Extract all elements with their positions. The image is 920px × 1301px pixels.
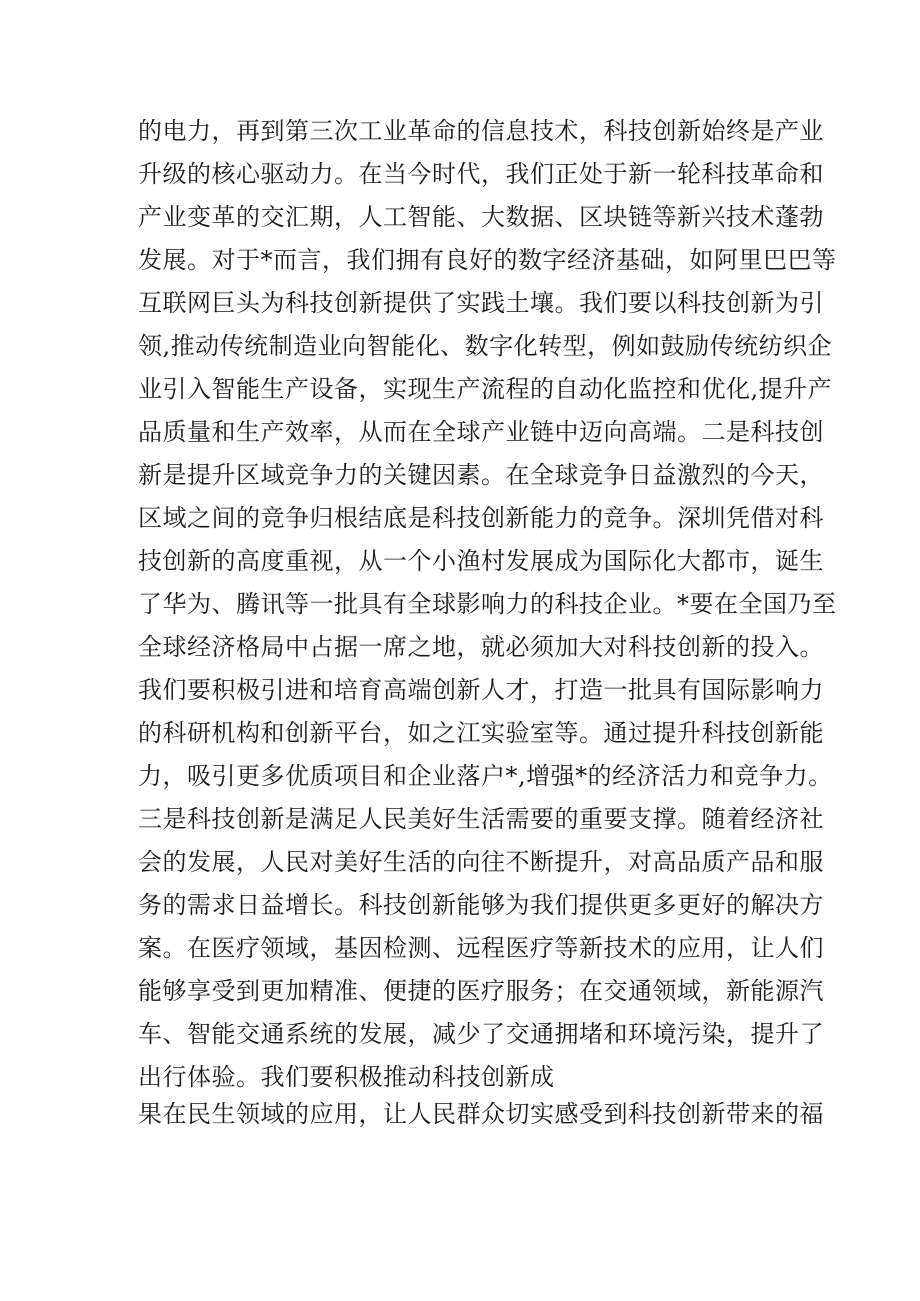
text-line: 领,推动传统制造业向智能化、数字化转型，例如鼓励传统纺织企 bbox=[138, 332, 833, 360]
text-line: 的电力，再到第三次工业革命的信息技术，科技创新始终是产业 bbox=[138, 117, 824, 145]
text-line: 车、智能交通系统的发展，减少了交通拥堵和环境污染，提升了 bbox=[138, 1020, 824, 1048]
text-line: 务的需求日益增长。科技创新能够为我们提供更多更好的解决方 bbox=[138, 891, 824, 919]
text-line: 区域之间的竞争归根结底是科技创新能力的竞争。深圳凭借对科 bbox=[138, 504, 824, 532]
text-line: 新是提升区域竞争力的关键因素。在全球竞争日益激烈的今天， bbox=[138, 461, 824, 489]
text-line: 全球经济格局中占据一席之地，就必须加大对科技创新的投入。 bbox=[138, 633, 824, 661]
text-line: 案。在医疗领域，基因检测、远程医疗等新技术的应用，让人们 bbox=[138, 934, 824, 962]
text-line: 三是科技创新是满足人民美好生活需要的重要支撑。随着经济社 bbox=[138, 805, 824, 833]
text-line: 力，吸引更多优质项目和企业落户*,增强*的经济活力和竞争力。 bbox=[138, 762, 833, 790]
text-line: 业引入智能生产设备，实现生产流程的自动化监控和优化,提升产 bbox=[138, 375, 833, 403]
text-line: 品质量和生产效率，从而在全球产业链中迈向高端。二是科技创 bbox=[138, 418, 824, 446]
text-line: 出行体验。我们要积极推动科技创新成 bbox=[138, 1063, 555, 1091]
text-line: 互联网巨头为科技创新提供了实践土壤。我们要以科技创新为引 bbox=[138, 289, 824, 317]
text-line: 的科研机构和创新平台，如之江实验室等。通过提升科技创新能 bbox=[138, 719, 824, 747]
body-text bbox=[138, 110, 837, 1136]
text-line: 产业变革的交汇期，人工智能、大数据、区块链等新兴技术蓬勃 bbox=[138, 203, 824, 231]
text-line: 果在民生领域的应用，让人民群众切实感受到科技创新带来的福 bbox=[138, 1100, 824, 1128]
text-line: 发展。对于*而言，我们拥有良好的数字经济基础，如阿里巴巴等 bbox=[138, 246, 837, 274]
text-line: 了华为、腾讯等一批具有全球影响力的科技企业。*要在全国乃至 bbox=[138, 590, 837, 618]
text-line: 会的发展，人民对美好生活的向往不断提升，对高品质产品和服 bbox=[138, 848, 824, 876]
text-line: 能够享受到更加精准、便捷的医疗服务；在交通领域，新能源汽 bbox=[138, 977, 824, 1005]
text-line: 升级的核心驱动力。在当今时代，我们正处于新一轮科技革命和 bbox=[138, 160, 824, 188]
text-line: 技创新的高度重视，从一个小渔村发展成为国际化大都市，诞生 bbox=[138, 547, 824, 575]
text-line: 我们要积极引进和培育高端创新人才，打造一批具有国际影响力 bbox=[138, 676, 824, 704]
